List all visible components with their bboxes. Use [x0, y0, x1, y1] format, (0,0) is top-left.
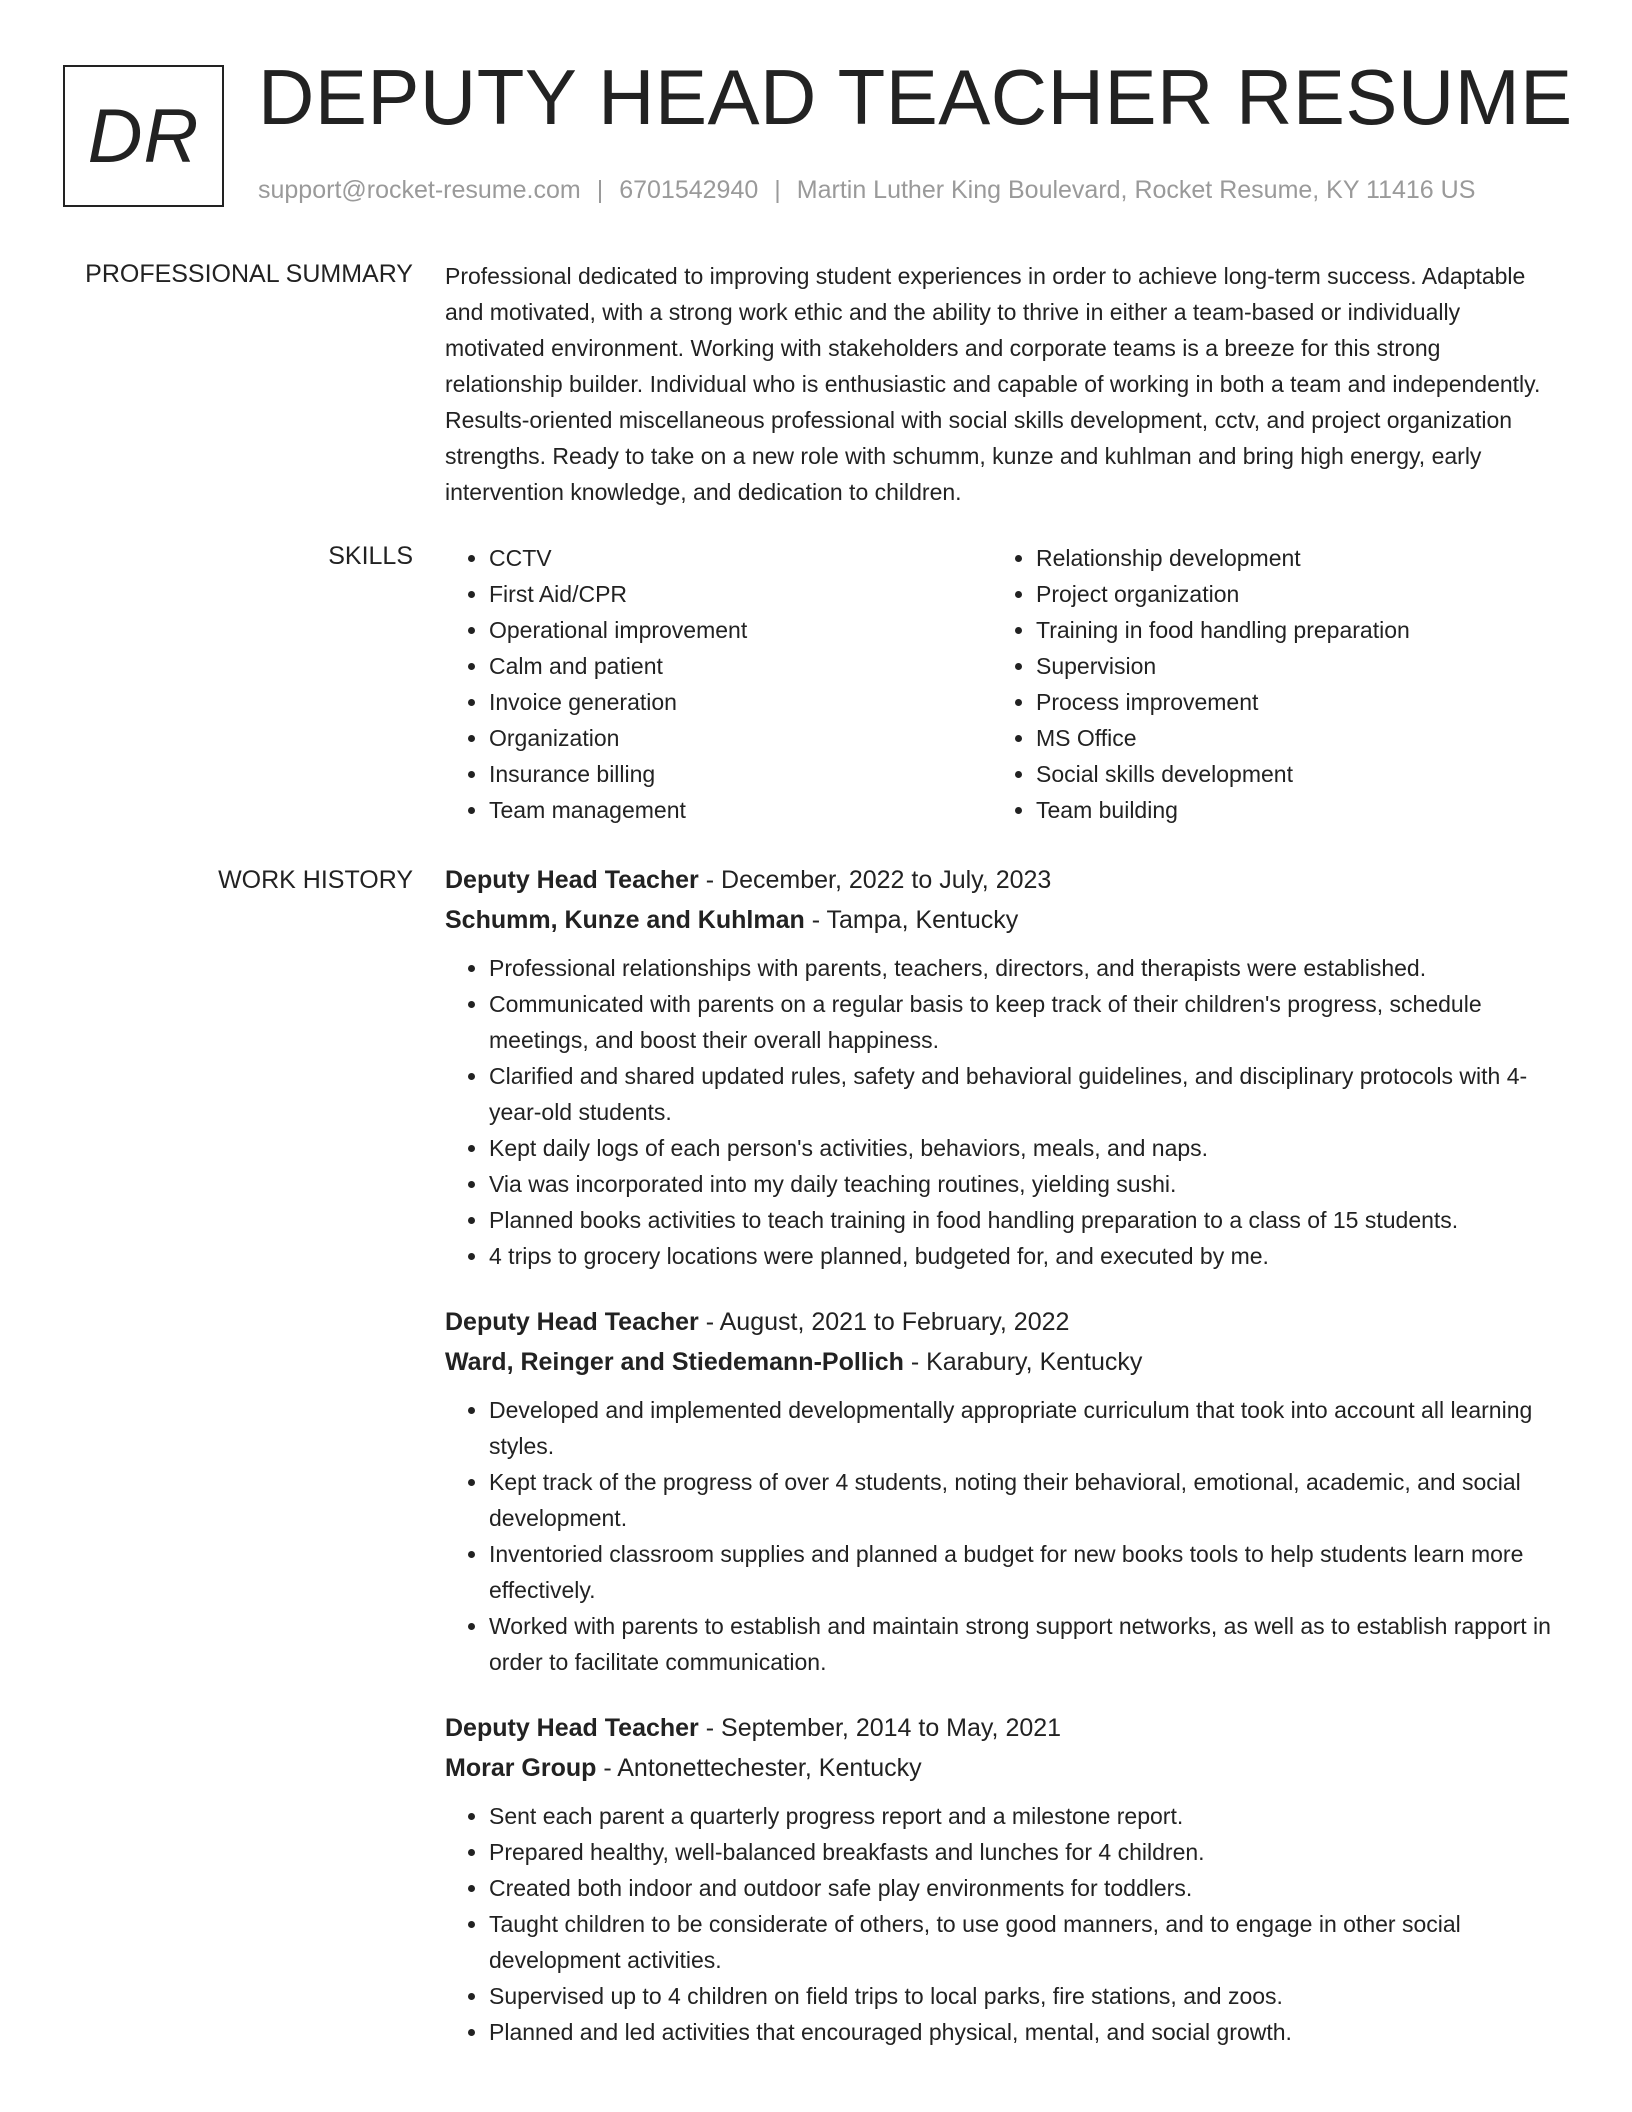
- skill-item: • Relationship development: [1036, 540, 1539, 576]
- job-bullet: • Clarified and shared updated rules, safety and behavioral guidelines, and disciplinary protocols with 4-year-old students.: [489, 1058, 1557, 1130]
- job-entry: [445, 1302, 1557, 1680]
- job-company: Morar Group: [445, 1754, 597, 1782]
- skill-item: • Team management: [489, 792, 992, 828]
- job-bullet: • Professional relationships with parents, teachers, directors, and therapists were established.: [489, 950, 1557, 986]
- job-bullet: • Inventoried classroom supplies and planned a budget for new books tools to help students learn more effectively.: [489, 1536, 1557, 1608]
- job-title-line: [445, 860, 1557, 900]
- job-company: Ward, Reinger and Stiedemann-Pollich: [445, 1348, 904, 1376]
- job-bullet: • Supervised up to 4 children on field trips to local parks, fire stations, and zoos.: [489, 1978, 1557, 2014]
- skill-item: • Calm and patient: [489, 648, 992, 684]
- job-location: - Tampa, Kentucky: [804, 906, 1019, 934]
- job-company: Schumm, Kunze and Kuhlman: [445, 906, 805, 934]
- work-history-heading: WORK HISTORY: [218, 866, 413, 894]
- skill-item: • CCTV: [489, 540, 992, 576]
- contact-phone: 6701542940: [619, 176, 759, 204]
- job-bullet-list: [445, 1392, 1557, 1680]
- contact-email: support@rocket-resume.com: [258, 176, 581, 204]
- skills-list-right: [992, 540, 1539, 828]
- skill-item: • Training in food handling preparation: [1036, 612, 1539, 648]
- job-location: - Karabury, Kentucky: [903, 1348, 1143, 1376]
- job-bullet: • Via was incorporated into my daily teaching routines, yielding sushi.: [489, 1166, 1557, 1202]
- skills-list-left: [445, 540, 992, 828]
- job-dates: - September, 2014 to May, 2021: [698, 1714, 1062, 1742]
- skills-heading: SKILLS: [328, 542, 413, 570]
- job-company-line: [445, 1342, 1557, 1382]
- skill-item: • Team building: [1036, 792, 1539, 828]
- job-bullet: • 4 trips to grocery locations were planned, budgeted for, and executed by me.: [489, 1238, 1557, 1274]
- job-title: Deputy Head Teacher: [445, 1714, 699, 1742]
- work-history-body: [445, 860, 1557, 2078]
- job-bullet: • Planned and led activities that encouraged physical, mental, and social growth.: [489, 2014, 1557, 2050]
- job-entry: [445, 1708, 1557, 2050]
- job-bullet: • Taught children to be considerate of others, to use good manners, and to engage in other social development activities.: [489, 1906, 1557, 1978]
- skills-body: [445, 540, 1557, 828]
- job-title: Deputy Head Teacher: [445, 1308, 699, 1336]
- job-bullet: • Prepared healthy, well-balanced breakfasts and lunches for 4 children.: [489, 1834, 1557, 1870]
- job-company-line: [445, 1748, 1557, 1788]
- job-bullet: • Created both indoor and outdoor safe play environments for toddlers.: [489, 1870, 1557, 1906]
- summary-body: [445, 258, 1557, 510]
- job-entry: [445, 860, 1557, 1274]
- summary-heading: PROFESSIONAL SUMMARY: [85, 260, 413, 288]
- job-title-line: [445, 1708, 1557, 1748]
- job-dates: - August, 2021 to February, 2022: [698, 1308, 1070, 1336]
- job-bullet: • Sent each parent a quarterly progress report and a milestone report.: [489, 1798, 1557, 1834]
- contact-address: Martin Luther King Boulevard, Rocket Resume, KY 11416 US: [796, 176, 1476, 204]
- skill-item: • First Aid/CPR: [489, 576, 992, 612]
- skill-item: • Insurance billing: [489, 756, 992, 792]
- job-bullet: • Worked with parents to establish and maintain strong support networks, as well as to establish rapport in order to facilitate communication.: [489, 1608, 1557, 1680]
- contact-line: [258, 176, 1475, 205]
- job-title-line: [445, 1302, 1557, 1342]
- job-bullet: • Kept daily logs of each person's activities, behaviors, meals, and naps.: [489, 1130, 1557, 1166]
- job-company-line: [445, 900, 1557, 940]
- skill-item: • Invoice generation: [489, 684, 992, 720]
- job-bullet-list: [445, 950, 1557, 1274]
- skills-grid: [445, 540, 1557, 828]
- job-bullet: • Developed and implemented developmentally appropriate curriculum that took into account all learning styles.: [489, 1392, 1557, 1464]
- skill-item: • Supervision: [1036, 648, 1539, 684]
- skill-item: • Organization: [489, 720, 992, 756]
- job-bullet: • Kept track of the progress of over 4 students, noting their behavioral, emotional, academic, and social development.: [489, 1464, 1557, 1536]
- job-bullet: • Planned books activities to teach training in food handling preparation to a class of 15 students.: [489, 1202, 1557, 1238]
- resume-title: DEPUTY HEAD TEACHER RESUME: [258, 53, 1573, 141]
- job-title: Deputy Head Teacher: [445, 866, 699, 894]
- job-bullet-list: [445, 1798, 1557, 2050]
- skill-item: • MS Office: [1036, 720, 1539, 756]
- skill-item: • Project organization: [1036, 576, 1539, 612]
- contact-separator: |: [596, 176, 604, 204]
- skill-item: • Operational improvement: [489, 612, 992, 648]
- job-location: - Antonettechester, Kentucky: [596, 1754, 922, 1782]
- initials-text: DR: [87, 93, 200, 179]
- summary-text: Professional dedicated to improving student experiences in order to achieve long-term success. Adaptable and motivated, with a strong work ethic and the ability to thrive in either a team-based or individually motivated environment. Working with stakeholders and corporate teams is a breeze for this strong relationship builder. Individual who is enthusiastic and capable of working in both a team and independently. Results-oriented miscellaneous professional with social skills development, cctv, and project organization strengths. Ready to take on a new role with schumm, kunze and kuhlman and bring high energy, early intervention knowledge, and dedication to children.: [445, 263, 1541, 505]
- initials-monogram: [63, 65, 224, 207]
- contact-separator: |: [774, 176, 781, 204]
- job-bullet: • Communicated with parents on a regular basis to keep track of their children's progress, schedule meetings, and boost their overall happiness.: [489, 986, 1557, 1058]
- skill-item: • Social skills development: [1036, 756, 1539, 792]
- job-dates: - December, 2022 to July, 2023: [698, 866, 1052, 894]
- skill-item: • Process improvement: [1036, 684, 1539, 720]
